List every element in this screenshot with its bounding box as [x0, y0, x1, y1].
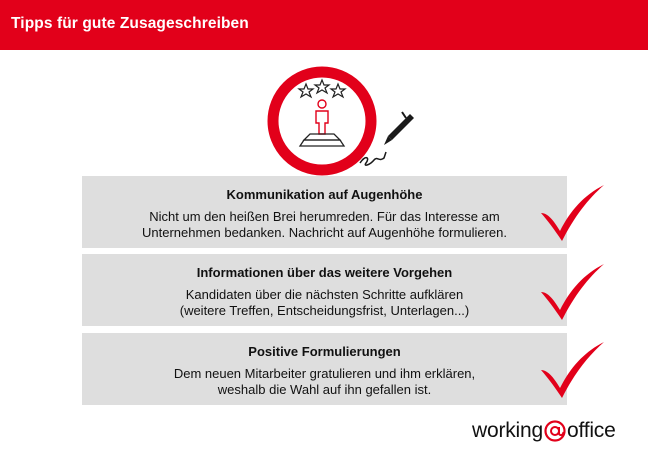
tip-title: Positive Formulierungen — [248, 344, 401, 359]
award-person-icon — [266, 66, 426, 176]
tip-card — [82, 176, 567, 248]
checkmark-icon — [538, 340, 608, 402]
header-bar — [0, 0, 648, 50]
tip-text: Kandidaten über die nächsten Schritte aufklären (weitere Treffen, Entscheidungsfrist, Unterlagen...) — [179, 287, 470, 318]
page-title: Tipps für gute Zusageschreiben — [11, 15, 249, 32]
checkmark-icon — [538, 183, 608, 245]
brand-logo — [472, 418, 616, 444]
tip-text: Dem neuen Mitarbeiter gratulieren und ihm erklären, weshalb die Wahl auf ihn gefallen ist. — [173, 366, 476, 397]
at-sign-icon — [544, 420, 566, 442]
logo-part2: office — [566, 419, 616, 442]
tip-card — [82, 254, 567, 326]
tip-title: Kommunikation auf Augenhöhe — [226, 187, 423, 202]
checkmark-icon — [538, 262, 608, 324]
tip-text: Nicht um den heißen Brei herumreden. Für das Interesse am Unternehmen bedanken. Nachricht auf Augenhöhe formulieren. — [142, 209, 507, 240]
logo-part1: working — [472, 419, 543, 442]
tip-title: Informationen über das weitere Vorgehen — [196, 265, 453, 280]
tip-card — [82, 333, 567, 405]
